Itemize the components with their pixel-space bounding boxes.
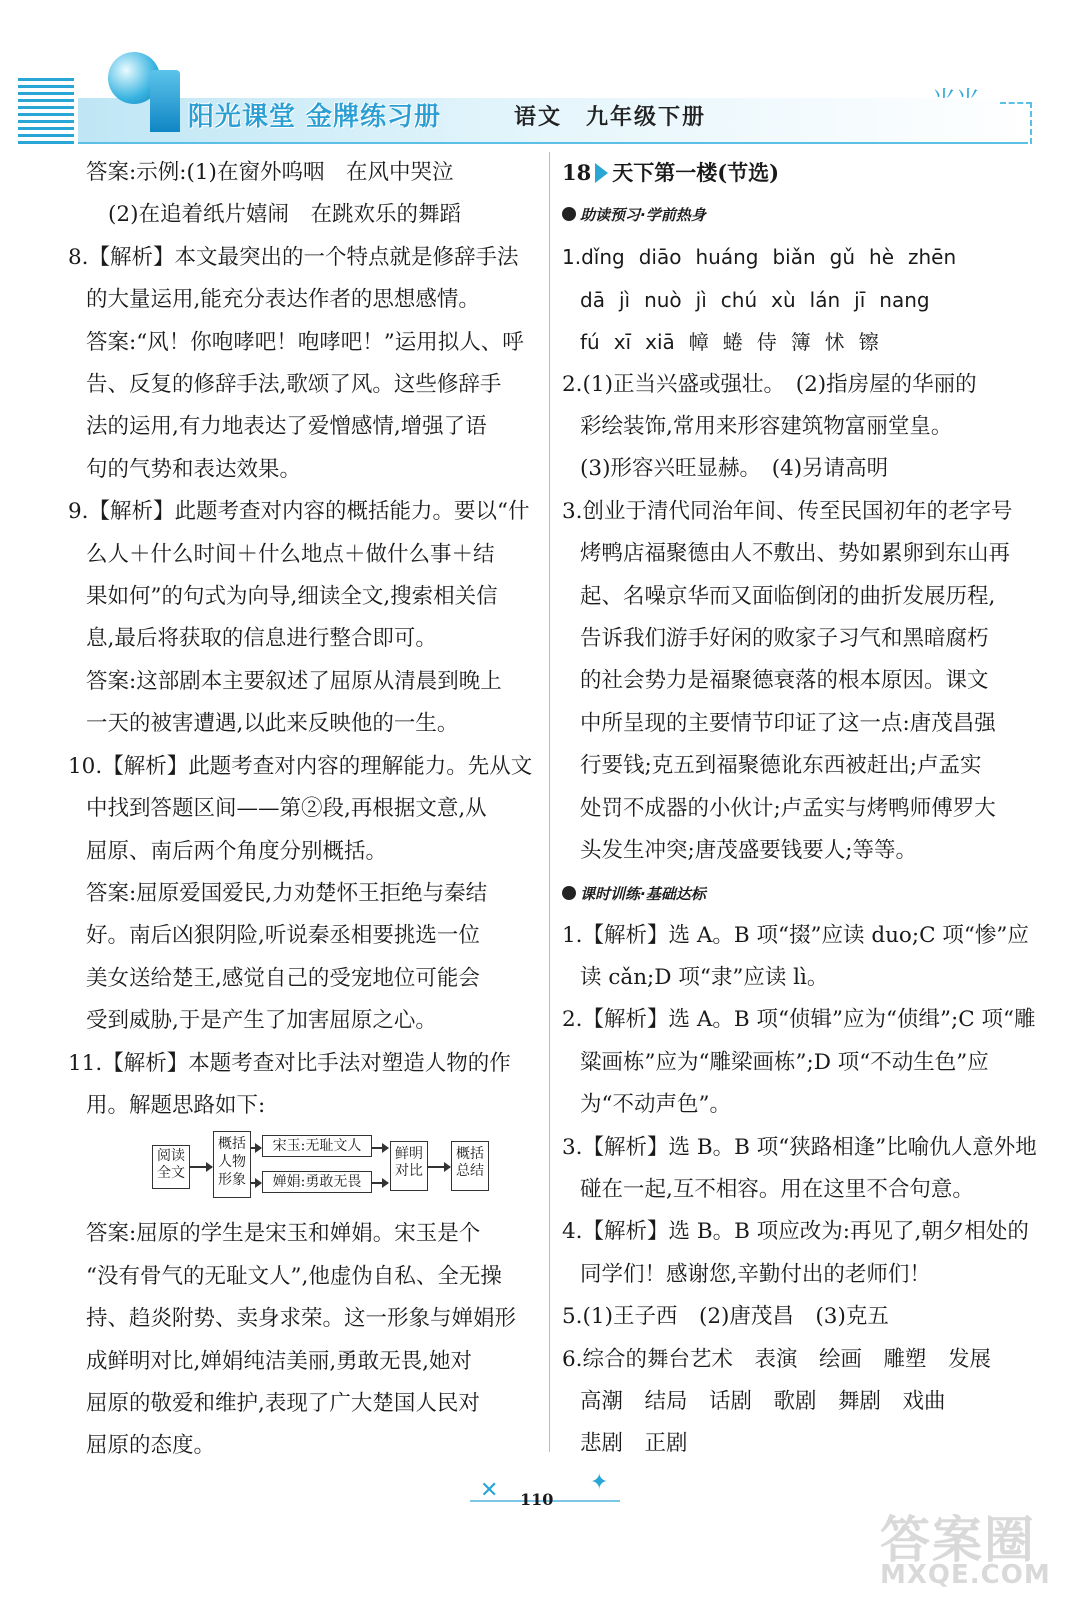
chevron-right-icon	[595, 163, 608, 183]
answer-line: 一天的被害遭遇,以此来反映他的一生。	[86, 711, 459, 737]
answer-line: 答案:这部剧本主要叙述了屈原从清晨到晚上	[86, 668, 502, 694]
figure-icon	[150, 70, 180, 132]
answer-line: 美女送给楚王,感觉自己的受宠地位可能会	[86, 965, 480, 991]
answer-line: 彩绘装饰,常用来形容建筑物富丽堂皇。	[580, 414, 953, 440]
lesson-title: 天下第一楼(节选)	[612, 160, 780, 185]
question-line: 8.【解析】本文最突出的一个特点就是修辞手法	[68, 244, 519, 270]
birds-icon: ⺌⺌	[932, 86, 980, 114]
answer-line: 答案:示例:(1)在窗外呜咽 在风中哭泣	[86, 160, 454, 185]
answer-line: 答案:“风！你咆哮吧！咆哮吧！”运用拟人、呼	[86, 329, 524, 355]
answer-line: 的社会势力是福聚德衰落的根本原因。课文	[580, 668, 989, 694]
diagram-box-song-yu: 宋玉:无耻文人	[262, 1135, 372, 1157]
answer-line: 受到威胁,于是产生了加害屈原之心。	[86, 1008, 437, 1034]
answer-line: 读 cǎn;D 项“隶”应读 lì。	[580, 964, 829, 990]
question-line: 11.【解析】本题考查对比手法对塑造人物的作	[68, 1050, 511, 1076]
answer-line: 告、反复的修辞手法,歌颂了风。这些修辞手	[86, 372, 502, 398]
section-bullet-icon	[562, 207, 576, 221]
answer-line: 持、趋炎附势、卖身求荣。这一形象与婵娟形	[86, 1306, 517, 1332]
question-line: 用。解题思路如下:	[86, 1092, 266, 1118]
answer-line: 头发生冲突;唐茂盛要钱要人;等等。	[580, 838, 917, 864]
answer-line: 法的运用,有力地表达了爱憎感情,增强了语	[86, 414, 487, 440]
column-divider	[549, 152, 550, 1452]
header-stripes	[18, 78, 74, 144]
answer-line: (2)在追着纸片嬉闹 在跳欢乐的舞蹈	[108, 202, 461, 228]
answer-line: 同学们！感谢您,辛勤付出的老师们！	[580, 1261, 931, 1287]
book-title: 阳光课堂 金牌练习册	[188, 102, 442, 132]
diagram-arrow	[251, 1182, 261, 1184]
pinyin-row: fú xī xiā 幛 蜷 侍 簿 怵 镲	[580, 330, 879, 355]
pinyin-row: dā jì nuò jì chú xù lán jī nang	[580, 287, 930, 312]
question-line: 的大量运用,能充分表达作者的思想感情。	[86, 287, 480, 313]
section-heading-preview: 助读预习·学前热身	[562, 194, 1042, 236]
answer-line: 处罚不成器的小伙计;卢孟实与烤鸭师傅罗大	[580, 795, 996, 821]
answer-line: 屈原的态度。	[86, 1433, 216, 1459]
answer-line: 答案:屈原爱国爱民,力劝楚怀王拒绝与秦结	[86, 880, 488, 906]
answer-line: 行要钱;克五到福聚德讹东西被赶出;卢孟实	[580, 753, 982, 779]
answer-line: 成鲜明对比,婵娟纯洁美丽,勇敢无畏,她对	[86, 1348, 473, 1374]
diagram-arrow	[372, 1147, 388, 1149]
page-header	[0, 0, 1072, 150]
answer-line: 2.【解析】选 A。B 项“侦辑”应为“侦缉”;C 项“雕	[562, 1007, 1036, 1033]
question-line: 息,最后将获取的信息进行整合即可。	[86, 626, 437, 652]
diagram-box-contrast: 鲜明对比	[390, 1141, 428, 1191]
answer-line: 高潮 结局 话剧 歌剧 舞剧 戏曲	[580, 1388, 946, 1414]
header-underline	[78, 142, 1028, 144]
lesson-heading	[562, 152, 1042, 194]
answer-line: 2.(1)正当兴盛或强壮。 (2)指房屋的华丽的	[562, 371, 977, 397]
star-icon: ✦	[590, 1470, 609, 1495]
diagram-arrow	[428, 1166, 450, 1168]
star-icon: ✕	[480, 1478, 499, 1503]
question-line: 屈原、南后两个角度分别概括。	[86, 838, 388, 864]
page-number: 110	[520, 1490, 554, 1509]
answer-line: 5.(1)王子西 (2)唐茂昌 (3)克五	[562, 1304, 889, 1330]
answer-line: 起、名噪京华而又面临倒闭的曲折发展历程,	[580, 583, 996, 609]
question-line: 10.【解析】此题考查对内容的理解能力。先从文	[68, 753, 533, 779]
answer-line: 粱画栋”应为“雕梁画栋”;D 项“不动生色”应	[580, 1049, 989, 1075]
answer-line: 4.【解析】选 B。B 项应改为:再见了,朝夕相处的	[562, 1219, 1029, 1245]
diagram-arrow	[251, 1147, 261, 1149]
right-column	[562, 152, 1042, 1466]
pinyin-row: 1.dǐng diāo huáng biǎn gǔ hè zhēn	[562, 245, 957, 270]
answer-line: 为“不动声色”。	[580, 1092, 731, 1118]
section-bullet-icon	[562, 886, 576, 900]
diagram-box-read: 阅读全文	[152, 1145, 190, 1189]
answer-line: 碰在一起,互不相容。用在这里不合句意。	[580, 1176, 974, 1202]
answer-line: 告诉我们游手好闲的败家子习气和黑暗腐朽	[580, 626, 989, 652]
answer-line: (3)形容兴旺显赫。 (4)另请高明	[580, 456, 889, 482]
answer-line: 1.【解析】选 A。B 项“掇”应读 duo;C 项“惨”应	[562, 922, 1029, 948]
answer-line: 3.创业于清代同治年间、传至民国初年的老字号	[562, 498, 1013, 524]
answer-line: 中所呈现的主要情节印证了这一点:唐茂昌强	[580, 710, 996, 736]
diagram-box-summarize-image: 概括人物形象	[213, 1131, 251, 1198]
answer-line: 悲剧 正剧	[580, 1431, 688, 1457]
diagram-arrow	[372, 1182, 388, 1184]
lesson-number: 18	[562, 160, 592, 185]
diagram-box-conclude: 概括总结	[451, 1141, 489, 1191]
question-line: 中找到答题区间——第②段,再根据文意,从	[86, 796, 487, 822]
diagram-arrow	[190, 1166, 212, 1168]
question-line: 果如何”的句式为向导,细读全文,搜索相关信	[86, 584, 498, 610]
answer-line: 屈原的敬爱和维护,表现了广大楚国人民对	[86, 1390, 480, 1416]
answer-line: 烤鸭店福聚德由人不敷出、势如累卵到东山再	[580, 541, 1011, 567]
question-line: 么人＋什么时间＋什么地点＋做什么事＋结	[86, 541, 495, 567]
answer-line: 答案:屈原的学生是宋玉和婵娟。宋玉是个	[86, 1221, 481, 1247]
page-footer	[440, 1470, 640, 1540]
answer-line: 3.【解析】选 B。B 项“狭路相逢”比喻仇人意外地	[562, 1134, 1037, 1160]
watermark-url: MXQE.COM	[880, 1560, 1051, 1590]
question-line: 9.【解析】此题考查对内容的概括能力。要以“什	[68, 499, 530, 525]
answer-line: 好。南后凶狠阴险,听说秦丞相要挑选一位	[86, 923, 480, 949]
solution-diagram	[86, 1127, 538, 1213]
answer-line: 6.综合的舞台艺术 表演 绘画 雕塑 发展	[562, 1346, 992, 1372]
watermark	[880, 1500, 1051, 1590]
book-subject: 语文 九年级下册	[514, 105, 707, 130]
answer-line: 句的气势和表达效果。	[86, 456, 302, 482]
left-column	[68, 152, 538, 1468]
answer-line: “没有骨气的无耻文人”,他虚伪自私、全无操	[86, 1263, 502, 1289]
section-heading-training: 课时训练·基础达标	[562, 873, 1042, 915]
diagram-box-chan-juan: 婵娟:勇敢无畏	[262, 1171, 372, 1193]
header-dash-decoration	[1000, 102, 1032, 144]
watermark-logo-text: 答案圈	[880, 1511, 1036, 1569]
